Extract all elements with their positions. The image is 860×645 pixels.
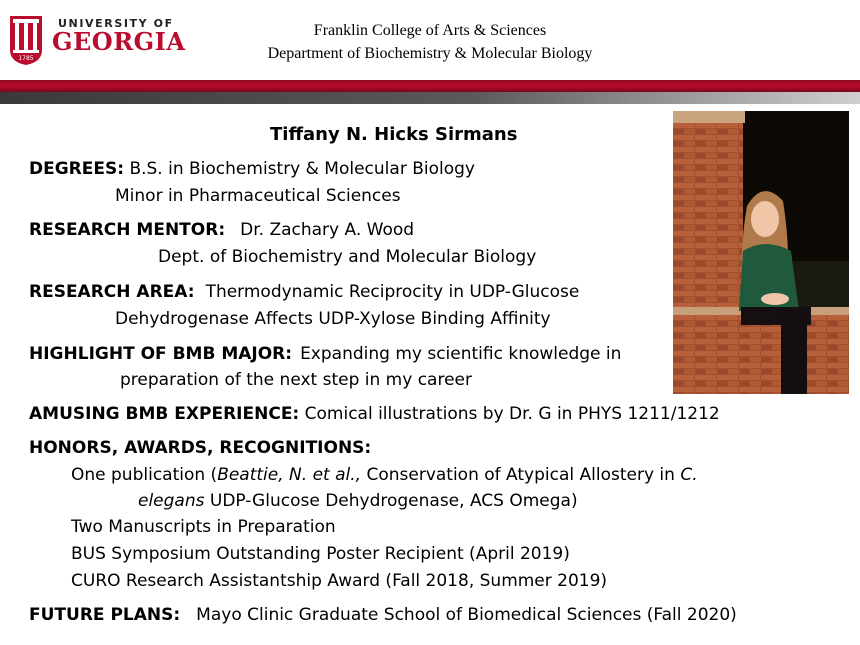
logo-georgia-text: GEORGIA bbox=[52, 27, 186, 56]
highlight-continued: preparation of the next step in my career bbox=[120, 370, 472, 390]
mentor-value: Dr. Zachary A. Wood bbox=[240, 220, 415, 240]
honors-item: BUS Symposium Outstanding Poster Recipient (April 2019) bbox=[71, 544, 570, 564]
area-label: RESEARCH AREA: bbox=[29, 282, 195, 302]
header-red-bar bbox=[0, 80, 860, 92]
degrees-label: DEGREES: bbox=[29, 159, 125, 179]
future-value: Mayo Clinic Graduate School of Biomedical Sciences (Fall 2020) bbox=[196, 605, 737, 625]
student-photo-drawing bbox=[673, 111, 849, 394]
uga-logo bbox=[6, 14, 186, 68]
area-value: Thermodynamic Reciprocity in UDP-Glucose bbox=[205, 282, 580, 302]
highlight-line bbox=[29, 346, 621, 363]
area-line bbox=[29, 284, 579, 301]
mentor-line bbox=[29, 222, 414, 239]
mentor-label: RESEARCH MENTOR: bbox=[29, 220, 226, 240]
logo-year: 1785 bbox=[18, 55, 34, 62]
honors-publication bbox=[71, 467, 698, 484]
amusing-value: Comical illustrations by Dr. G in PHYS 1211/1212 bbox=[299, 404, 720, 424]
student-photo bbox=[673, 111, 849, 394]
honors-label: HONORS, AWARDS, RECOGNITIONS: bbox=[29, 438, 372, 458]
pub-species: elegans bbox=[138, 491, 205, 511]
pub-authors: Beattie, N. et al., bbox=[217, 465, 362, 485]
honors-publication-continued bbox=[138, 493, 578, 510]
pub-text-3: UDP-Glucose Dehydrogenase, ACS Omega) bbox=[204, 491, 578, 511]
pub-text-2: Conservation of Atypical Allostery in bbox=[361, 465, 681, 485]
pub-text-1: One publication ( bbox=[71, 465, 218, 485]
mentor-dept: Dept. of Biochemistry and Molecular Biology bbox=[158, 247, 537, 267]
uga-shield-icon bbox=[8, 14, 44, 66]
header-department: Department of Biochemistry & Molecular Biology bbox=[267, 45, 593, 62]
highlight-label: HIGHLIGHT OF BMB MAJOR: bbox=[29, 344, 293, 364]
header-gray-bar bbox=[0, 92, 860, 104]
future-line bbox=[29, 607, 737, 624]
amusing-line bbox=[29, 406, 720, 423]
honors-item: CURO Research Assistantship Award (Fall 2018, Summer 2019) bbox=[71, 571, 608, 591]
degrees-minor: Minor in Pharmaceutical Sciences bbox=[115, 186, 401, 206]
degrees-line bbox=[29, 161, 475, 178]
degrees-value: B.S. in Biochemistry & Molecular Biology bbox=[124, 159, 475, 179]
future-label: FUTURE PLANS: bbox=[29, 605, 181, 625]
area-continued: Dehydrogenase Affects UDP-Xylose Binding Affinity bbox=[115, 309, 551, 329]
highlight-value: Expanding my scientific knowledge in bbox=[300, 344, 622, 364]
header-college: Franklin College of Arts & Sciences bbox=[313, 22, 547, 39]
student-name: Tiffany N. Hicks Sirmans bbox=[270, 124, 518, 145]
pub-genus: C. bbox=[680, 465, 698, 485]
amusing-label: AMUSING BMB EXPERIENCE: bbox=[29, 404, 300, 424]
honors-item: Two Manuscripts in Preparation bbox=[71, 517, 336, 537]
logo-university-text: UNIVERSITY OF bbox=[58, 17, 174, 30]
